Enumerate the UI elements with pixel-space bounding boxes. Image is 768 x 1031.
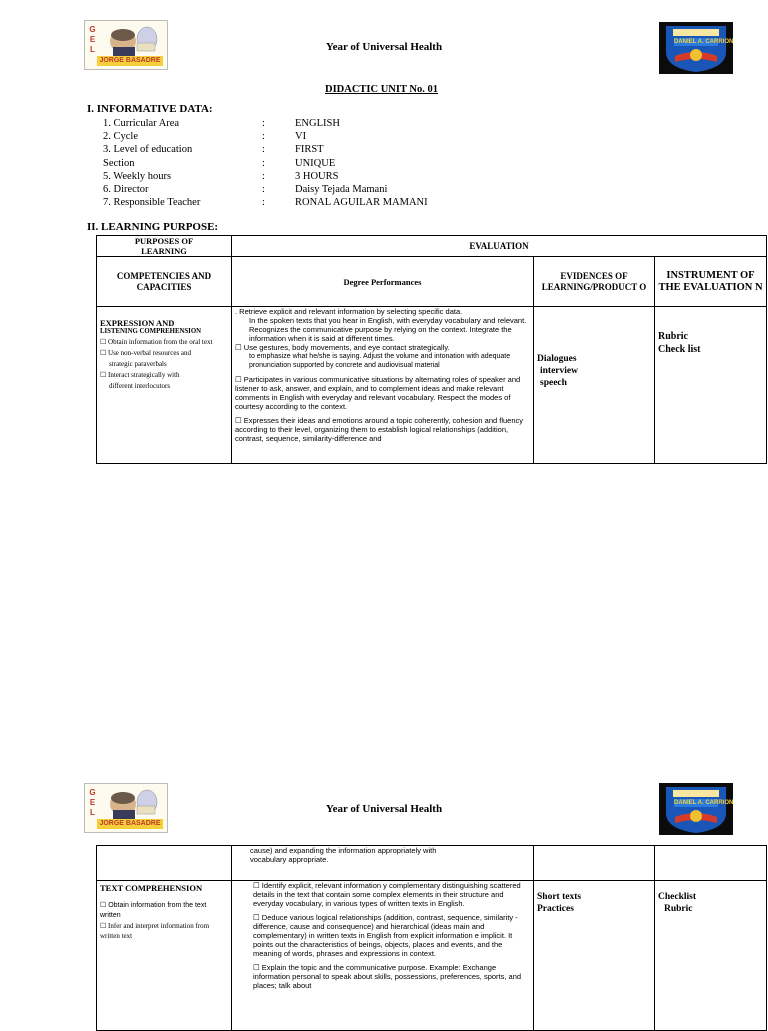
performance-item: ☐ Participates in various communicative situations by alternating roles of speaker and listener to ask, answer, and explain, and to complement ideas and make relevant comments in English with everyday and relevant vocabulary. Respect the modes of courtesy according to the context. [235,375,521,411]
evidence-item: interview [540,366,578,376]
learning-purpose-table [96,235,767,464]
info-sep: : [262,158,265,169]
info-label: 3. Level of education [103,144,193,155]
evidence-item: Practices [537,904,574,914]
capacity-item: ☐ Obtain information from the oral text [100,338,213,346]
evidence-item: speech [540,378,567,388]
competency-subtitle: LISTENING COMPREHENSION [100,328,202,335]
degree-header: Degree Performances [343,276,422,287]
header-title: Year of Universal Health [325,41,443,53]
instruments-cell [655,307,767,464]
performance-item: ☐ Deduce various logical relationships (addition, contrast, sequence, similarity - difference, cause and consequence) and hierarchical (ideas main and complementary) in written texts in English from explicit information e implicit. It points out the characteristics of beings, objects, places and events, and the meaning of words, phrases and expressions in context. [253,913,518,958]
info-sep: : [262,118,265,129]
capacity-item: ☐ Obtain information from the text written [100,902,207,919]
instruments-cell [655,881,767,1031]
info-label: 7. Responsible Teacher [103,197,201,208]
competency-cell [97,307,232,464]
info-value: Daisy Tejada Mamani [295,184,388,195]
info-value: ENGLISH [295,118,340,129]
performance-item: ☐ Identify explicit, relevant information y complementary distinguishing scattered details in the text that contain some complex elements in their structure and everyday vocabulary, in various types of written texts in English. [253,881,521,908]
instrument-item: Checklist [658,892,696,902]
instrument-item: Rubric [658,331,688,342]
evidences-cell [534,881,655,1031]
competency-title: TEXT COMPREHENSION [100,883,203,893]
performance-item: . Retrieve explicit and relevant information by selecting specific data. [235,307,463,316]
logo-letters: G E L [89,25,96,54]
competency-title: EXPRESSION AND [100,318,175,328]
info-sep: : [262,197,265,208]
competency-cell [97,881,232,1031]
learning-purpose-table-continued [96,845,767,1031]
instrument-item: Check list [658,344,701,355]
continued-text: cause) and expanding the information appropriately with vocabulary appropriate. [250,846,437,864]
capacity-item: ☐ Infer and interpret information from written text [100,922,210,940]
capacity-item: ☐ Interact strategically with [100,371,180,379]
capacity-item: strategic paraverbals [109,360,167,368]
info-sep: : [262,144,265,155]
shield-icon [659,22,733,74]
evidences-cell [534,307,655,464]
info-value: RONAL AGUILAR MAMANI [295,197,428,208]
school-logo-right [659,783,733,835]
info-value: FIRST [295,144,324,155]
unit-title: DIDACTIC UNIT No. 01 [325,84,438,95]
info-value: VI [295,131,307,142]
info-value: UNIQUE [295,158,336,169]
purposes-header: PURPOSES OF LEARNING [134,236,194,256]
performances-cell [232,307,534,464]
performance-item: In the spoken texts that you hear in English, with everyday vocabulary and relevant. Recognizes the communicative purpose by relying on the context. Integrate the information when it is said at different times. [249,316,527,343]
performance-item: ☐ Expresses their ideas and emotions around a topic coherently, cohesion and fluency according to their level, organizing them to establish logical relationships (addition, contrast, sequence, similarity-difference and [235,416,524,443]
logo-letters: G E L [89,788,96,817]
capacity-item: ☐ Use non-verbal resources and [100,349,192,357]
info-label: 2. Cycle [103,131,138,142]
header-title: Year of Universal Health [325,803,443,815]
performances-cell [232,881,534,1031]
evidences-header: EVIDENCES OF LEARNING/PRODUCT O [541,270,647,292]
shield-icon [659,783,733,835]
logo-banner: JORGE BASADRE [97,819,163,829]
logo-right-text: DANIEL A. CARRION [674,800,734,806]
info-sep: : [262,131,265,142]
performance-item: to emphasize what he/she is saying. Adjust the volume and intonation with adequate pronunciation supported by concrete and audiovisual material [249,353,511,369]
section-informative-heading: I. INFORMATIVE DATA: [87,103,213,115]
info-value: 3 HOURS [295,171,339,182]
performance-item: ☐ Explain the topic and the communicative purpose. Example: Exchange information personal to speak about skills, possessions, preferences, sports, and places; talk about [253,963,522,990]
instrument-header-cell [655,257,767,307]
section-learning-heading: II. LEARNING PURPOSE: [87,221,219,233]
info-label: 6. Director [103,184,149,195]
info-label: 5. Weekly hours [103,171,172,182]
evidence-item: Short texts [537,892,582,902]
logo-right-text: DANIEL A. CARRION [674,39,734,45]
empty-cell [655,846,767,881]
evaluation-header-cell [232,236,767,257]
info-sep: : [262,184,265,195]
empty-cell [534,846,655,881]
performance-item: ☐ Use gestures, body movements, and eye contact strategically. [235,343,450,352]
purposes-header-cell [97,236,232,257]
instrument-header: INSTRUMENT OF THE EVALUATION N [658,269,763,293]
info-sep: : [262,171,265,182]
empty-cell [97,846,232,881]
evidence-item: Dialogues [537,354,577,364]
instrument-item: Rubric [664,904,693,914]
degree-header-cell [232,257,534,307]
competencies-header: COMPETENCIES AND CAPACITIES [116,270,212,292]
capacity-item: different interlocutors [109,382,171,390]
logo-banner: JORGE BASADRE [97,56,163,66]
evaluation-header: EVALUATION [469,241,529,251]
info-label: Section [103,158,135,169]
info-label: 1. Curricular Area [103,118,180,129]
continued-performance-cell [232,846,534,881]
school-logo-right [659,22,733,74]
evidences-header-cell [534,257,655,307]
competencies-header-cell [97,257,232,307]
